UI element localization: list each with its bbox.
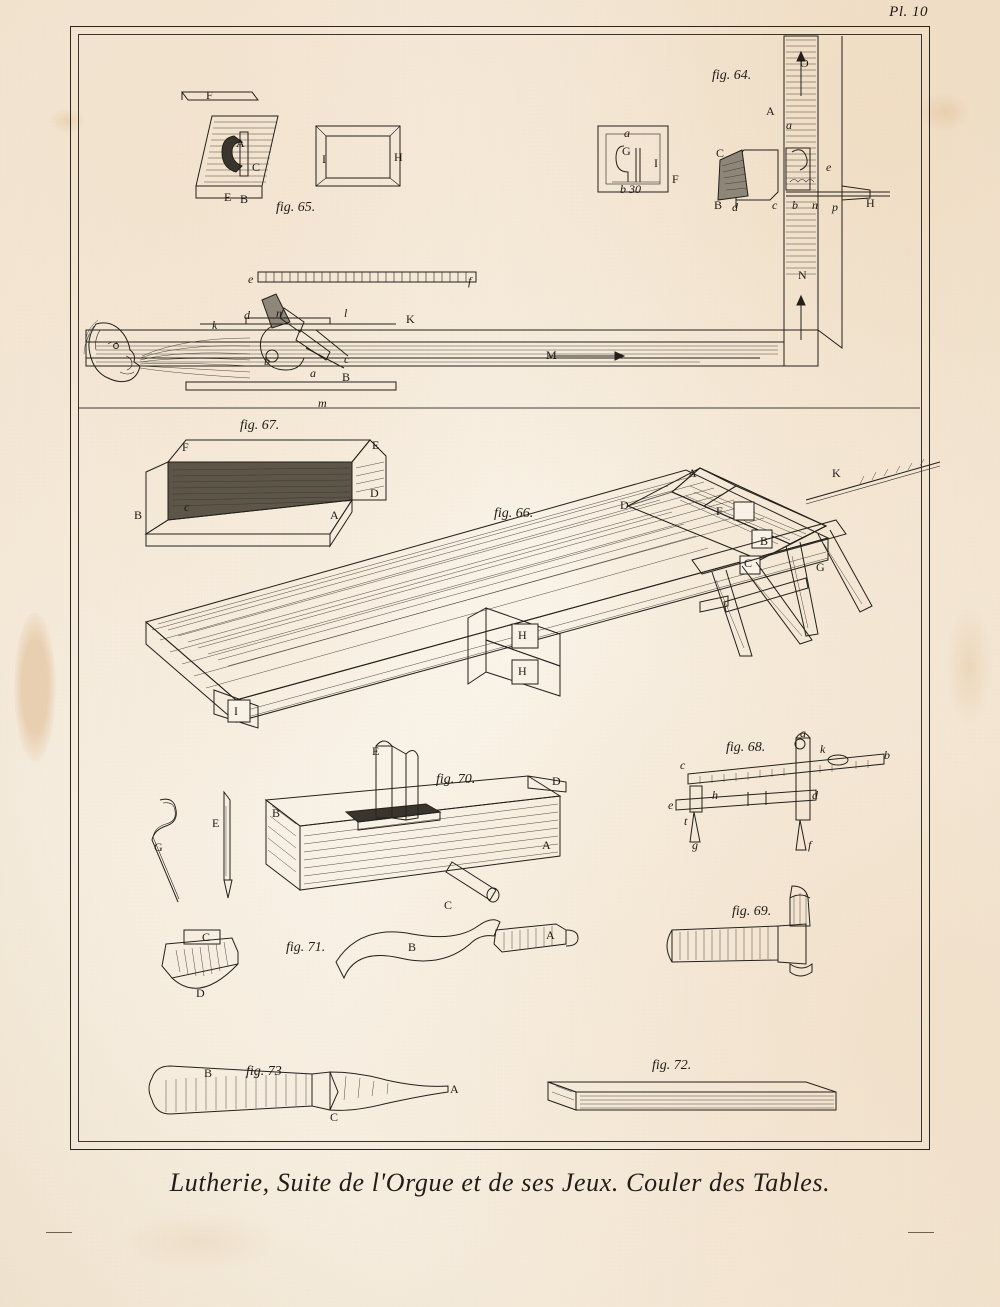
figure-label-70: fig. 70. — [436, 772, 476, 787]
label-fig73-A: A — [450, 1082, 459, 1096]
label-fig64-M: M — [546, 348, 557, 362]
label-fig64-e: e — [826, 160, 832, 174]
label-fig67-B2: B — [342, 370, 351, 384]
label-fig67-k: k — [212, 318, 218, 332]
label-fig67-E: E — [372, 438, 380, 452]
label-fig64-N: N — [798, 268, 807, 282]
label-fig68-c: c — [680, 758, 686, 772]
label-fig66-I: I — [234, 704, 238, 718]
figure-72-group — [548, 1082, 836, 1110]
label-fig68-h: h — [712, 788, 718, 802]
figure-label-68: fig. 68. — [726, 740, 766, 755]
label-fig68-b: b — [884, 748, 890, 762]
label-fig64-F: F — [672, 172, 679, 186]
label-fig67-A: A — [330, 508, 339, 522]
figure-label-71: fig. 71. — [286, 940, 326, 955]
label-fig70-E: E — [372, 744, 380, 758]
figure-67-group — [84, 272, 476, 390]
figure-73-group — [149, 1066, 448, 1114]
label-fig64-b: b — [792, 198, 798, 212]
label-fig68-f: f — [808, 838, 812, 852]
label-fig66-H1: H — [518, 628, 527, 642]
label-fig67-c: c — [344, 352, 350, 366]
label-fig67-c2: c — [184, 500, 190, 514]
label-fig67-e: e — [248, 272, 254, 286]
platemark-tick-left — [46, 1232, 72, 1233]
label-tool-G: G — [154, 840, 163, 854]
label-fig64-K: K — [406, 312, 415, 326]
label-fig73-C: C — [330, 1110, 339, 1124]
label-fig66-K: K — [832, 466, 841, 480]
label-fig67-n: n — [276, 306, 282, 320]
figure-label-64: fig. 64. — [712, 68, 752, 83]
label-fig67-l: l — [344, 306, 348, 320]
label-fig64-O: O — [800, 56, 809, 70]
label-fig67-b: b — [264, 354, 270, 368]
label-tool-E: E — [212, 816, 220, 830]
label-fig70-A: A — [542, 838, 551, 852]
figure-label-66: fig. 66. — [494, 506, 534, 521]
label-fig67-m: m — [318, 396, 327, 410]
label-fig67-a: a — [310, 366, 316, 380]
label-fig73-B: B — [204, 1066, 213, 1080]
label-fig70-D: D — [552, 774, 561, 788]
label-fig71-C: C — [202, 930, 211, 944]
figure-68-group — [676, 733, 884, 850]
figure-71-group — [162, 930, 238, 988]
label-fig70-B: B — [272, 806, 281, 820]
figure-64-group — [86, 36, 890, 366]
label-fig67-d: d — [244, 308, 250, 322]
figure-70-group — [266, 741, 566, 902]
plate-caption: Lutherie, Suite de l'Orgue et de ses Jeux. Couler des Tables. — [169, 1168, 831, 1197]
platemark-tick-right — [908, 1232, 934, 1233]
label-fig64-C: C — [716, 146, 725, 160]
figure-label-73: fig. 73 — [246, 1064, 282, 1079]
label-fig66-A: A — [688, 466, 697, 480]
label-fig64-b30: b 30 — [620, 182, 641, 196]
label-fig64-A: A — [766, 104, 775, 118]
label-fig65-A: A — [236, 136, 245, 150]
label-fig65-B: B — [240, 192, 249, 206]
label-fig65-I: I — [322, 152, 326, 166]
label-fig64-p: p — [832, 200, 838, 214]
label-fig64-H: H — [866, 196, 875, 210]
label-fig67-f: f — [468, 274, 472, 288]
label-fig64-n: n — [812, 198, 818, 212]
label-fig66-B: B — [760, 534, 769, 548]
figure-label-67: fig. 67. — [240, 418, 280, 433]
label-fig70-C: C — [444, 898, 453, 912]
label-fig68-g: g — [692, 838, 698, 852]
label-fig71-B: B — [408, 940, 417, 954]
label-fig64-I: I — [654, 156, 658, 170]
drawknife-group — [336, 920, 578, 978]
label-fig71-D: D — [196, 986, 205, 1000]
label-fig67-B: B — [134, 508, 143, 522]
figure-67-tray-group — [146, 440, 386, 546]
label-fig64-c: c — [772, 198, 778, 212]
label-fig67-F: F — [182, 440, 189, 454]
label-fig64-d: d — [732, 200, 738, 214]
label-fig66-F: F — [716, 504, 723, 518]
label-fig66-C: C — [744, 556, 753, 570]
label-fig65-F: F — [206, 88, 213, 102]
label-fig64-B: B — [714, 198, 723, 212]
label-fig64-a2: a — [624, 126, 630, 140]
label-fig66-G: G — [816, 560, 825, 574]
figure-label-65: fig. 65. — [276, 200, 316, 215]
figure-label-69: fig. 69. — [732, 904, 772, 919]
label-fig67-D: D — [370, 486, 379, 500]
label-fig71-A: A — [546, 928, 555, 942]
plate-number: Pl. 10 — [889, 4, 928, 20]
small-tools-group — [152, 792, 232, 902]
label-fig68-k: k — [820, 742, 826, 756]
label-fig68-t: t — [684, 814, 688, 828]
figure-label-72: fig. 72. — [652, 1058, 692, 1073]
label-fig68-a: a — [800, 726, 806, 740]
label-fig66-H2: H — [518, 664, 527, 678]
figure-69-group — [667, 886, 812, 976]
label-fig68-d: d — [812, 788, 818, 802]
label-fig68-e: e — [668, 798, 674, 812]
label-fig65-E: E — [224, 190, 232, 204]
label-fig65-C: C — [252, 160, 261, 174]
label-fig66-D: D — [620, 498, 629, 512]
label-fig64-G: G — [622, 144, 631, 158]
label-fig64-a: a — [786, 118, 792, 132]
label-fig65-H: H — [394, 150, 403, 164]
figure-65-group — [182, 92, 400, 198]
